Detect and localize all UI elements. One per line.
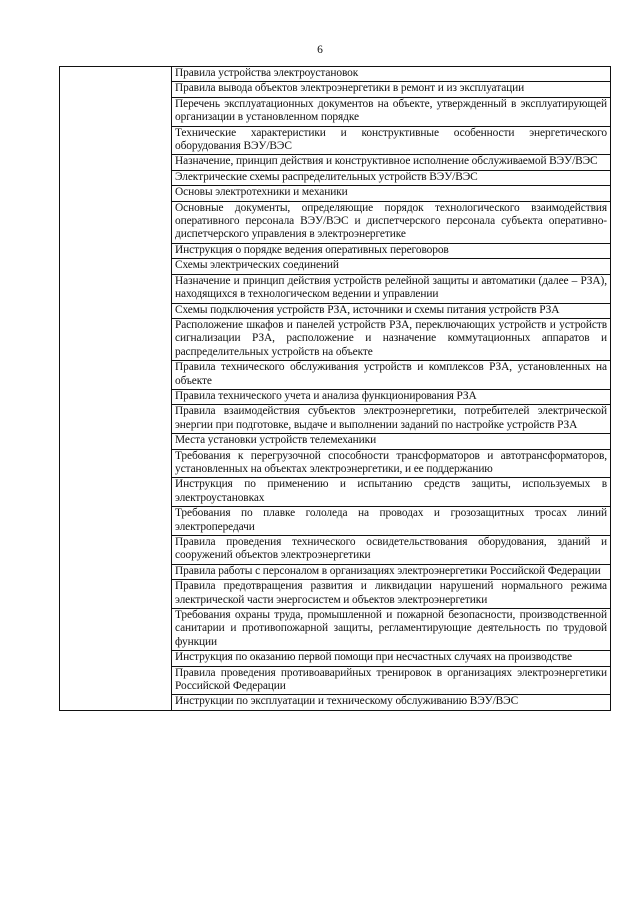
table-cell	[172, 303, 611, 318]
row-text: Инструкция по оказанию первой помощи при несчастных случаях на производстве	[175, 651, 572, 664]
table-cell	[172, 318, 611, 360]
table-cell	[172, 478, 611, 507]
row-text: Правила проведения технического освидетельствования оборудования, зданий и сооружений объектов электроэнергетики	[175, 536, 607, 562]
table-cell	[172, 186, 611, 201]
table-cell	[172, 507, 611, 536]
table-cell	[172, 259, 611, 274]
table-cell	[172, 695, 611, 710]
page-number: 6	[317, 44, 323, 56]
left-column-cell	[60, 67, 172, 711]
table-cell	[172, 243, 611, 258]
row-text: Правила устройства электроустановок	[175, 67, 359, 79]
row-text: Правила вывода объектов электроэнергетики в ремонт и из эксплуатации	[175, 82, 525, 95]
row-text: Правила проведения противоаварийных тренировок в организациях электроэнергетики Российской Федерации	[175, 666, 607, 693]
row-text: Инструкция о порядке ведения оперативных переговоров	[175, 243, 449, 256]
row-text: Правила предотвращения развития и ликвидации нарушений нормального режима электрической части энергосистем и объектов электроэнергетики	[175, 580, 607, 606]
row-text: Правила работы с персоналом в организациях электроэнергетики Российской Федерации	[175, 564, 601, 577]
row-text: Назначение, принцип действия и конструктивное исполнение обслуживаемой ВЭУ/ВЭС	[175, 155, 598, 168]
table-row	[60, 67, 611, 82]
table-cell	[172, 155, 611, 170]
table-cell	[172, 274, 611, 303]
row-text: Правила технического обслуживания устройств и комплексов РЗА, установленных на объекте	[175, 361, 607, 387]
table-cell	[172, 609, 611, 651]
table-cell	[172, 666, 611, 695]
table-cell	[172, 449, 611, 478]
row-text: Инструкции по эксплуатации и техническому обслуживанию ВЭУ/ВЭС	[175, 695, 519, 708]
row-text: Технические характеристики и конструктивные особенности энергетического оборудования ВЭУ/ВЭС	[175, 126, 607, 153]
table-cell	[172, 389, 611, 404]
row-text: Места установки устройств телемеханики	[175, 434, 377, 447]
table-cell	[172, 536, 611, 565]
row-text: Основные документы, определяющие порядок технологического взаимодействия оперативного персонала ВЭУ/ВЭС и диспетчерского персонала субъекта оперативно-диспетчерского управления в электроэнергетике	[175, 201, 607, 241]
row-text: Схемы электрических соединений	[175, 259, 339, 272]
row-text: Перечень эксплуатационных документов на объекте, утвержденный в эксплуатирующей организации в установленном порядке	[175, 97, 607, 124]
table-cell	[172, 82, 611, 97]
row-text: Правила технического учета и анализа функционирования РЗА	[175, 389, 477, 402]
row-text: Требования охраны труда, промышленной и пожарной безопасности, производственной санитарии и противопожарной защиты, регламентирующие деятельность по трудовой функции	[175, 609, 607, 648]
row-text: Электрические схемы распределительных устройств ВЭУ/ВЭС	[175, 170, 478, 183]
table-cell	[172, 361, 611, 390]
table-cell	[172, 201, 611, 243]
row-text: Инструкция по применению и испытанию средств защиты, используемых в электроустановках	[175, 478, 607, 504]
table-cell	[172, 651, 611, 666]
row-text: Требования к перегрузочной способности трансформаторов и автотрансформаторов, установленных на объектах электроэнергетики, и ее поддержанию	[175, 449, 607, 475]
table-cell	[172, 97, 611, 126]
row-text: Основы электротехники и механики	[175, 186, 348, 199]
knowledge-table	[59, 66, 611, 711]
table-cell	[172, 170, 611, 185]
table-cell	[172, 434, 611, 449]
table-cell	[172, 67, 611, 82]
row-text: Расположение шкафов и панелей устройств РЗА, переключающих устройств и устройств сигнализации РЗА, расположение и назначение коммутационных аппаратов и распределительных устройств на объекте	[175, 318, 607, 358]
table-cell	[172, 126, 611, 155]
table-cell	[172, 405, 611, 434]
table-cell	[172, 564, 611, 579]
row-text: Схемы подключения устройств РЗА, источники и схемы питания устройств РЗА	[175, 303, 560, 316]
table-cell	[172, 580, 611, 609]
row-text: Правила взаимодействия субъектов электроэнергетики, потребителей электрической энергии при подготовке, выдаче и выполнении заданий по настройке устройств РЗА	[175, 405, 607, 431]
row-text: Назначение и принцип действия устройств релейной защиты и автоматики (далее – РЗА), находящихся в технологическом ведении и управлении	[175, 274, 607, 301]
row-text: Требования по плавке гололеда на проводах и грозозащитных тросах линий электропередачи	[175, 507, 607, 533]
